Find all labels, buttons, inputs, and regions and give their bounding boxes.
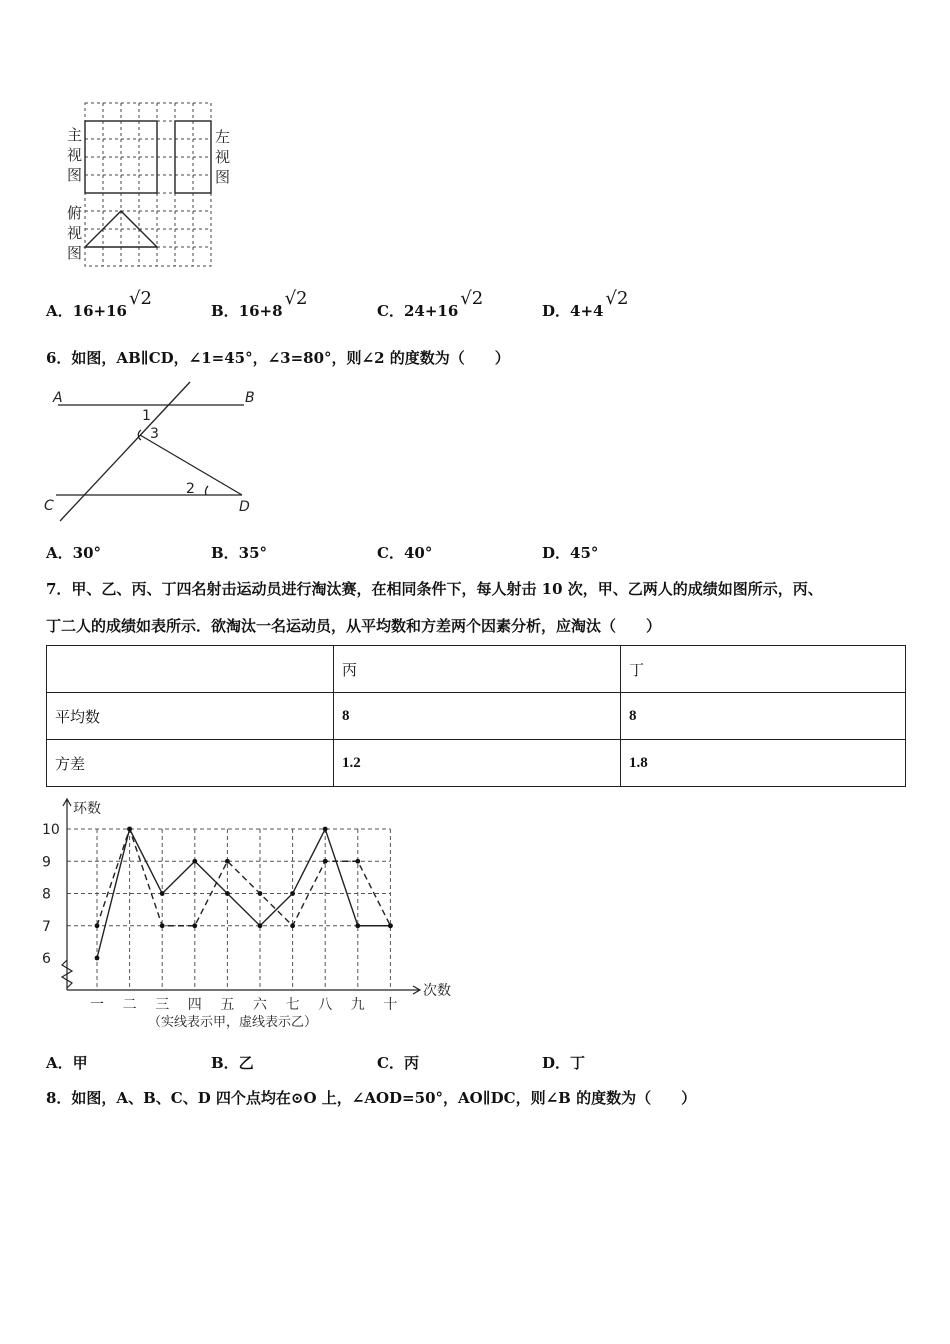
table-cell: 1.8 xyxy=(621,740,906,787)
table-row-label: 方差 xyxy=(47,740,334,787)
data-point-乙 xyxy=(160,923,165,928)
top-view-label-2: 视 xyxy=(67,224,83,242)
parallel-lines-figure xyxy=(40,378,270,526)
data-point-甲 xyxy=(258,923,263,928)
series-line-乙 xyxy=(97,829,390,926)
x-tick-label: 八 xyxy=(318,997,333,1013)
table-row xyxy=(47,740,906,787)
data-point-甲 xyxy=(160,891,165,896)
data-point-甲 xyxy=(225,891,230,896)
sqrt-icon: √2 xyxy=(128,288,152,309)
label-d: D xyxy=(239,499,250,515)
y-tick-label: 7 xyxy=(42,918,51,935)
q8-stem: 8．如图，A、B、C、D 四个点均在⊙O 上，∠AOD=50°，AO∥DC，则∠B 的度数为（ ） xyxy=(46,1089,697,1107)
angle-2-label: 2 xyxy=(186,481,195,497)
data-point-乙 xyxy=(388,923,393,928)
x-tick-label: 四 xyxy=(187,997,202,1013)
q6-option-d[interactable]: D．45° xyxy=(542,544,599,562)
main-view-label-3: 图 xyxy=(67,166,83,184)
q5-option-d[interactable]: D．4+4√2 xyxy=(542,288,629,320)
table-row xyxy=(47,693,906,740)
main-view-label-2: 视 xyxy=(67,146,83,164)
angle-1-label: 1 xyxy=(142,408,151,424)
y-tick-label: 10 xyxy=(42,822,60,838)
q5-option-c[interactable]: C．24+16√2 xyxy=(377,288,484,320)
three-view-figure xyxy=(60,98,250,273)
x-tick-label: 六 xyxy=(253,997,267,1013)
left-view-label-3: 图 xyxy=(215,168,231,186)
table-cell xyxy=(47,646,334,693)
y-tick-label: 8 xyxy=(42,886,51,903)
data-point-甲 xyxy=(355,923,360,928)
data-point-甲 xyxy=(323,827,328,832)
data-point-甲 xyxy=(95,956,100,961)
table-cell: 8 xyxy=(621,693,906,740)
q7-stem-line-1: 7．甲、乙、丙、丁四名射击运动员进行淘汰赛，在相同条件下，每人射击 10 次，甲、乙两人的成绩如图所示，丙、 xyxy=(46,580,823,598)
q7-option-b[interactable]: B．乙 xyxy=(211,1054,254,1072)
table-row xyxy=(47,646,906,693)
table-cell: 1.2 xyxy=(334,740,621,787)
y-tick-label: 9 xyxy=(42,854,51,871)
q6-stem: 6．如图，AB∥CD，∠1=45°，∠3=80°，则∠2 的度数为（ ） xyxy=(46,349,510,367)
left-view-label-2: 视 xyxy=(215,148,231,166)
q7-option-c[interactable]: C．丙 xyxy=(377,1054,419,1072)
data-point-乙 xyxy=(225,859,230,864)
sqrt-icon: √2 xyxy=(284,288,308,309)
data-point-乙 xyxy=(355,859,360,864)
data-point-乙 xyxy=(258,891,263,896)
main-view-label-1: 主 xyxy=(67,126,83,144)
x-axis-label: 次数 xyxy=(423,983,451,999)
data-point-乙 xyxy=(192,923,197,928)
data-point-乙 xyxy=(127,827,132,832)
angle-3-label: 3 xyxy=(150,426,159,442)
x-tick-label: 一 xyxy=(90,997,104,1013)
q5-option-b[interactable]: B．16+8√2 xyxy=(211,288,308,320)
data-point-甲 xyxy=(192,859,197,864)
y-axis-label: 环数 xyxy=(73,801,101,817)
q7-option-a[interactable]: A．甲 xyxy=(46,1054,88,1072)
data-point-乙 xyxy=(95,923,100,928)
q6-option-c[interactable]: C．40° xyxy=(377,544,433,562)
sqrt-icon: √2 xyxy=(605,288,629,309)
score-table xyxy=(46,645,906,787)
score-line-chart xyxy=(40,795,460,1035)
data-point-乙 xyxy=(323,859,328,864)
left-view-label-1: 左 xyxy=(215,128,231,146)
table-header-cell: 丙 xyxy=(334,646,621,693)
data-point-甲 xyxy=(290,891,295,896)
table-row-label: 平均数 xyxy=(47,693,334,740)
sqrt-icon: √2 xyxy=(460,288,484,309)
data-point-乙 xyxy=(290,923,295,928)
x-tick-label: 五 xyxy=(220,997,235,1013)
x-tick-label: 七 xyxy=(285,997,300,1013)
x-tick-label: 九 xyxy=(350,997,365,1013)
table-cell: 8 xyxy=(334,693,621,740)
label-c: C xyxy=(44,498,54,514)
y-tick-label: 6 xyxy=(42,951,51,967)
q7-stem-line-2: 丁二人的成绩如表所示．欲淘汰一名运动员，从平均数和方差两个因素分析，应淘汰（ ） xyxy=(46,617,662,635)
table-header-cell: 丁 xyxy=(621,646,906,693)
q6-option-b[interactable]: B．35° xyxy=(211,544,268,562)
label-b: B xyxy=(245,390,255,406)
x-tick-label: 三 xyxy=(155,997,170,1013)
q7-option-d[interactable]: D．丁 xyxy=(542,1054,586,1072)
x-tick-label: 二 xyxy=(122,997,137,1013)
label-a: A xyxy=(53,390,63,406)
x-tick-label: 十 xyxy=(383,997,398,1013)
q6-option-a[interactable]: A．30° xyxy=(46,544,102,562)
top-view-label-3: 图 xyxy=(67,244,83,262)
chart-caption: （实线表示甲，虚线表示乙） xyxy=(148,1015,318,1030)
top-view-label-1: 俯 xyxy=(67,204,83,222)
q5-option-a[interactable]: A．16+16√2 xyxy=(46,288,152,320)
